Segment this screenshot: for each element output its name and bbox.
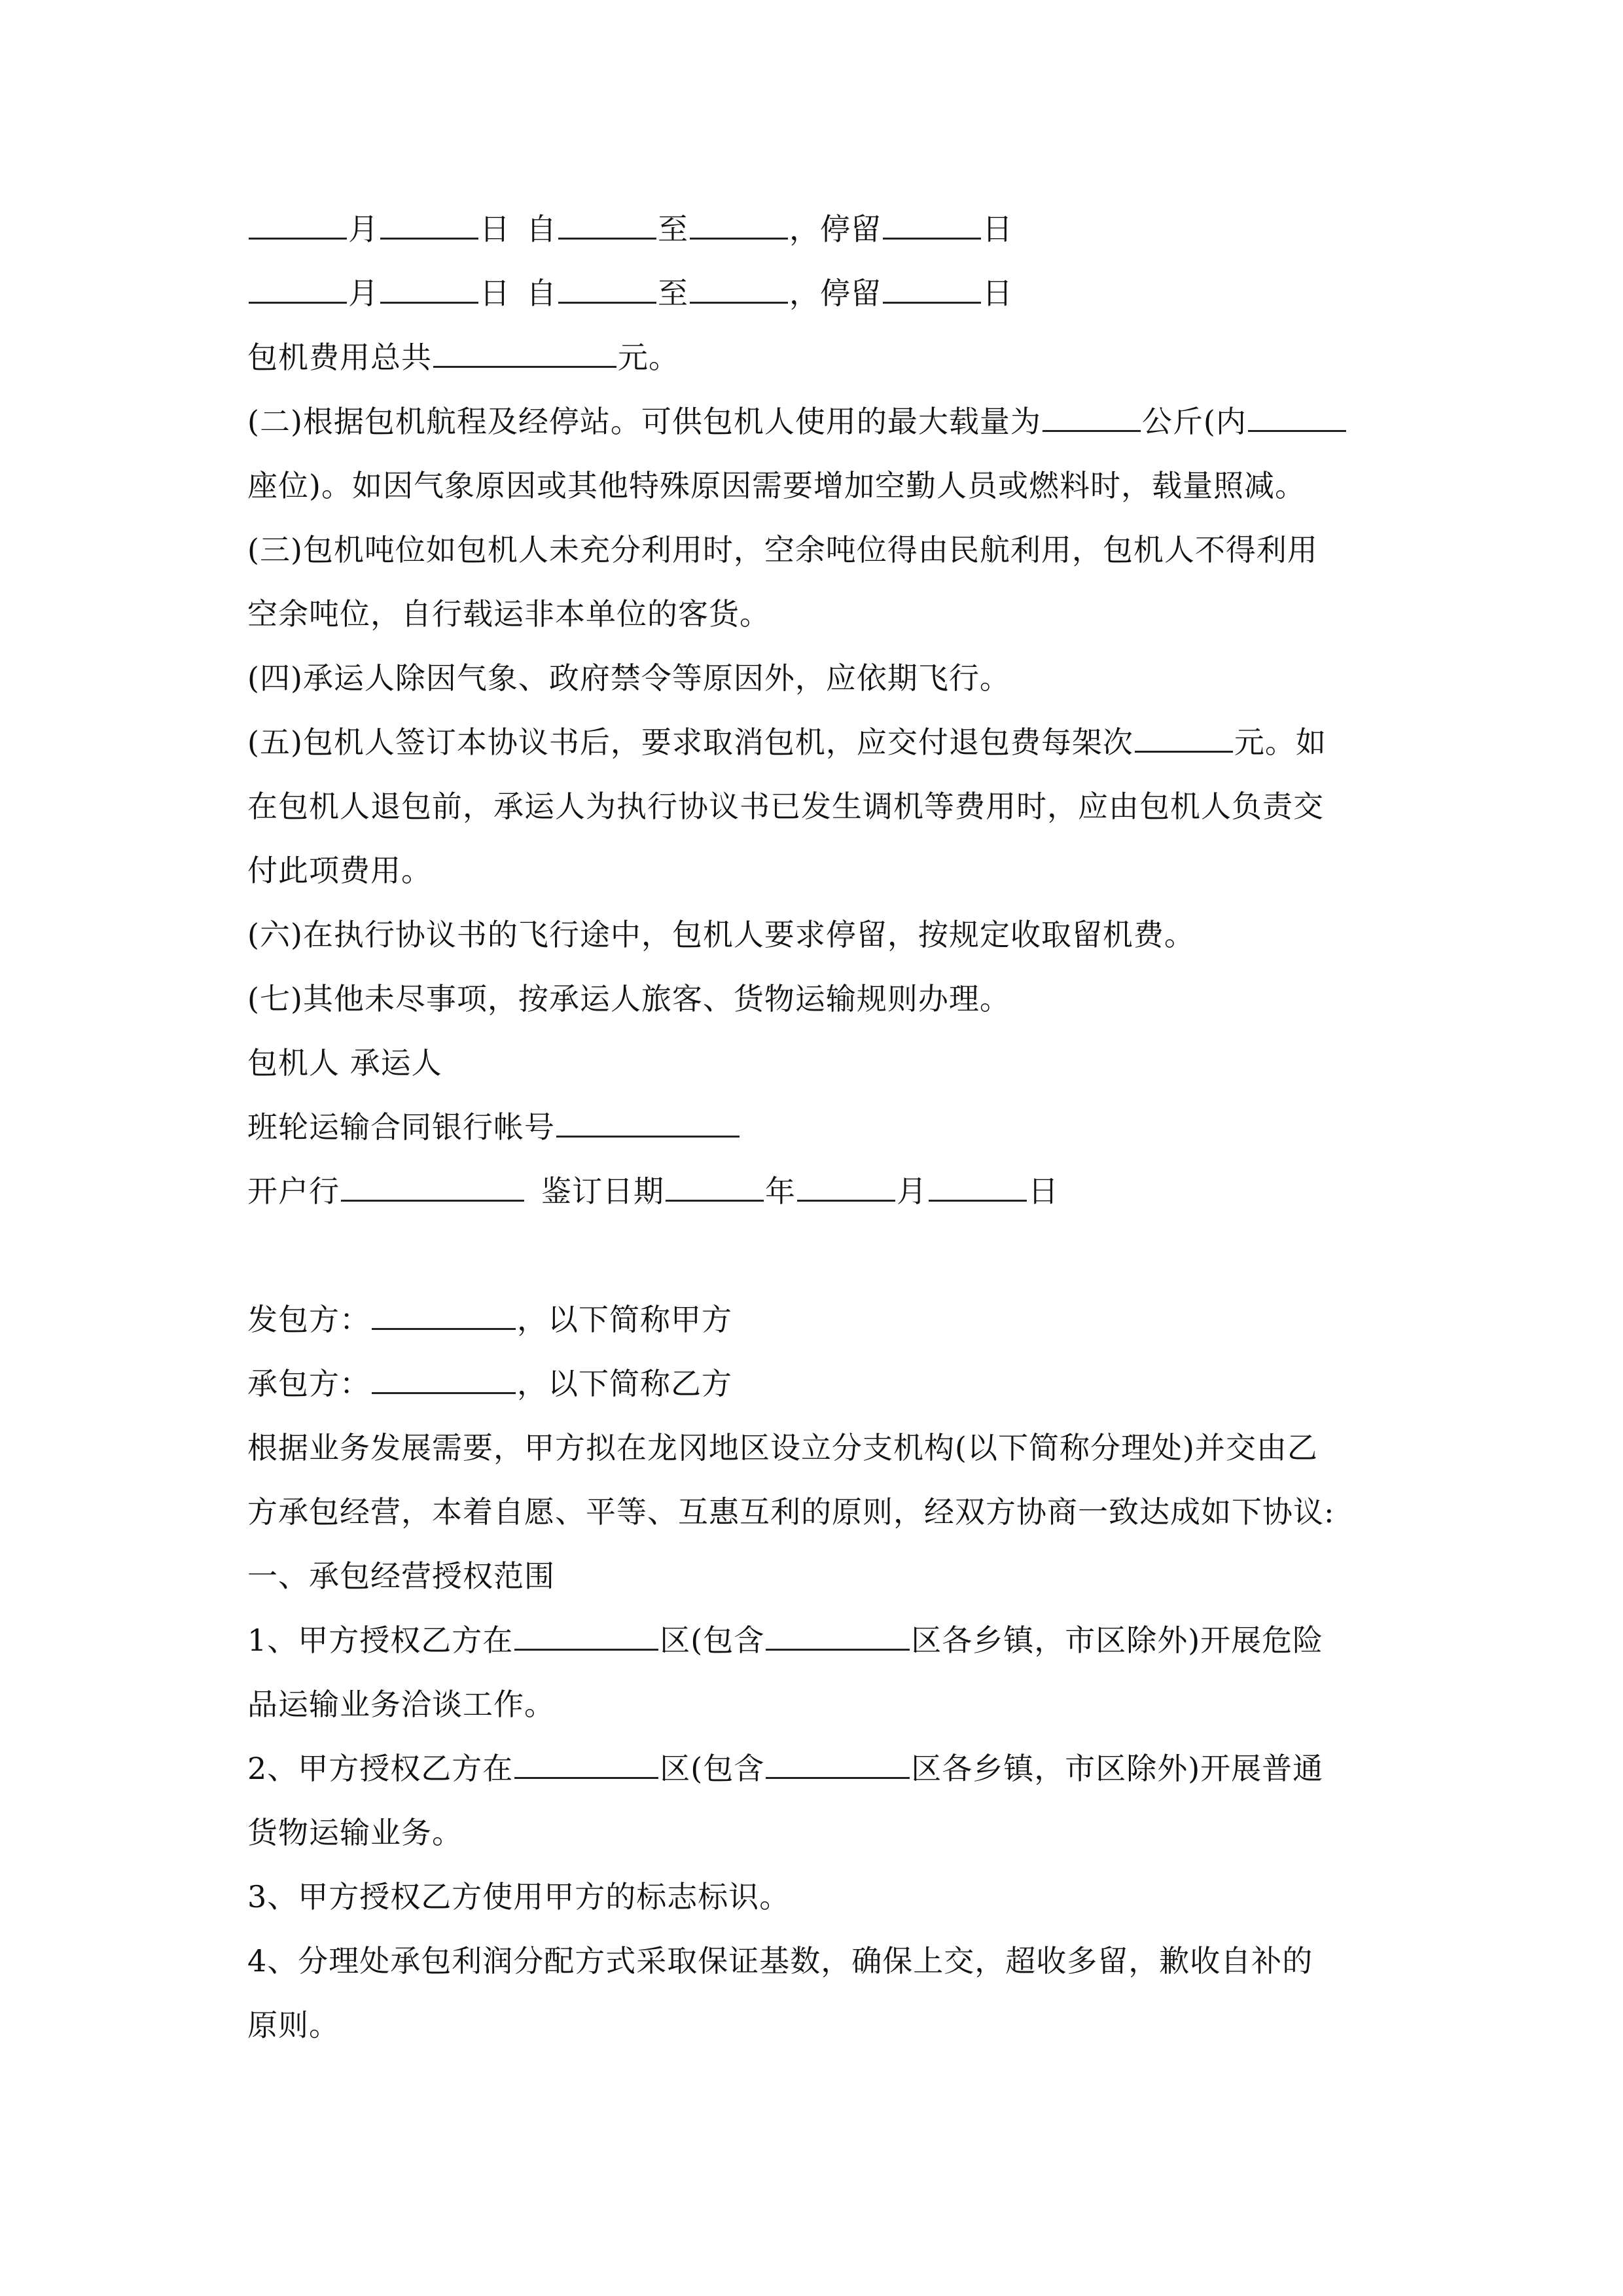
- blank-month[interactable]: [797, 1177, 895, 1202]
- clause-3-line-2: 空余吨位，自行载运非本单位的客货。: [247, 596, 770, 632]
- blank-from[interactable]: [558, 215, 656, 240]
- item-2-line-1: 2、甲方授权乙方在 区(包含 区各乡镇，市区除外)开展普通: [247, 1751, 1324, 1786]
- party-a-line: 发包方： ，以下简称甲方: [247, 1302, 732, 1337]
- bank-date-line: 开户行 鉴订日期 年 月 日: [247, 1174, 1059, 1209]
- blank-fee[interactable]: [433, 344, 616, 368]
- blank-bank-account[interactable]: [556, 1113, 740, 1138]
- blank-to[interactable]: [690, 215, 788, 240]
- preamble-line-1: 根据业务发展需要，甲方拟在龙冈地区设立分支机构(以下简称分理处)并交由乙: [247, 1430, 1318, 1465]
- party-b-line: 承包方： ，以下简称乙方: [247, 1366, 732, 1401]
- blank-month[interactable]: [249, 215, 347, 240]
- clause-2-line-2: 座位)。如因气象原因或其他特殊原因需要增加空勤人员或燃料时，载量照减。: [247, 468, 1306, 503]
- blank-month[interactable]: [249, 279, 347, 304]
- blank-stay[interactable]: [883, 279, 981, 304]
- itinerary-line-1: 月 日 自 至 ，停留 日: [247, 203, 1386, 255]
- blank-stay[interactable]: [883, 215, 981, 240]
- section-heading: 一、承包经营授权范围: [247, 1558, 555, 1594]
- clause-5-line-1: (五)包机人签订本协议书后，要求取消包机，应交付退包费每架次 元。如: [247, 725, 1327, 760]
- blank-district[interactable]: [514, 1755, 658, 1779]
- blank-to[interactable]: [690, 279, 788, 304]
- blank-day[interactable]: [380, 279, 478, 304]
- blank-day[interactable]: [380, 215, 478, 240]
- item-3: 3、甲方授权乙方使用甲方的标志标识。: [247, 1879, 791, 1914]
- bank-account-line: 班轮运输合同银行帐号: [247, 1101, 1386, 1153]
- blank-day[interactable]: [929, 1177, 1027, 1202]
- blank-seats[interactable]: [1248, 408, 1346, 432]
- clause-6: (六)在执行协议书的飞行途中，包机人要求停留，按规定收取留机费。: [247, 917, 1195, 952]
- blank-year[interactable]: [666, 1177, 764, 1202]
- item-4-line-1: 4、分理处承包利润分配方式采取保证基数，确保上交，超收多留，歉收自补的: [247, 1943, 1313, 1979]
- item-4-line-2: 原则。: [247, 2007, 340, 2043]
- blank-bank[interactable]: [341, 1177, 524, 1202]
- clause-2-line-1: (二)根据包机航程及经停站。可供包机人使用的最大载量为 公斤(内: [247, 395, 1386, 448]
- clause-5-line-2: 在包机人退包前，承运人为执行协议书已发生调机等费用时，应由包机人负责交: [247, 789, 1324, 824]
- blank-kg[interactable]: [1043, 408, 1141, 432]
- charter-fee-line: 包机费用总共 元。: [247, 340, 679, 375]
- clause-3-line-1: (三)包机吨位如包机人未充分利用时，空余吨位得由民航利用，包机人不得利用: [247, 532, 1318, 567]
- item-1-line-2: 品运输业务洽谈工作。: [247, 1687, 555, 1722]
- blank-district[interactable]: [514, 1626, 658, 1651]
- clause-7: (七)其他未尽事项，按承运人旅客、货物运输规则办理。: [247, 981, 1010, 1016]
- itinerary-line-2: 月 日 自 至 ，停留 日: [247, 267, 1386, 319]
- blank-refund-fee[interactable]: [1135, 728, 1233, 753]
- clause-5-line-3: 付此项费用。: [247, 853, 432, 888]
- blank-party-a[interactable]: [372, 1306, 516, 1330]
- clause-4: (四)承运人除因气象、政府禁令等原因外，应依期飞行。: [247, 660, 1010, 696]
- item-2-line-2: 货物运输业务。: [247, 1815, 463, 1850]
- blank-from[interactable]: [558, 279, 656, 304]
- blank-party-b[interactable]: [372, 1370, 516, 1394]
- parties-line: 包机人 承运人: [247, 1045, 442, 1081]
- blank-district-included[interactable]: [766, 1626, 910, 1651]
- preamble-line-2: 方承包经营，本着自愿、平等、互惠互利的原则，经双方协商一致达成如下协议:: [247, 1494, 1335, 1530]
- item-1-line-1: 1、甲方授权乙方在 区(包含 区各乡镇，市区除外)开展危险: [247, 1623, 1324, 1658]
- blank-district-included[interactable]: [766, 1755, 910, 1779]
